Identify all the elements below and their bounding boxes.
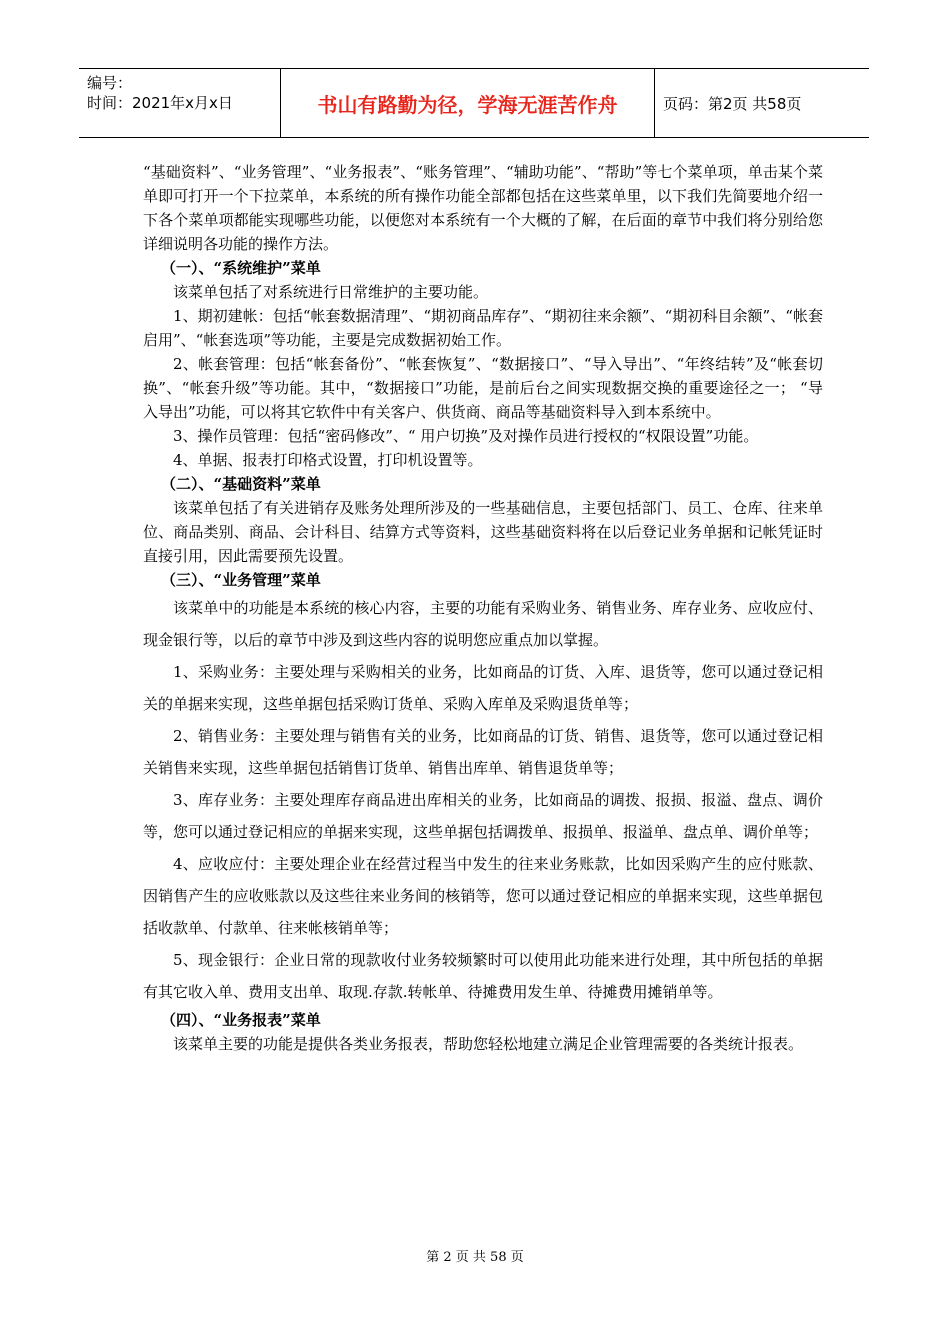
section-heading: （二）、“基础资料”菜单	[161, 475, 321, 493]
section-heading: （三）、“业务管理”菜单	[161, 571, 321, 589]
paragraph: 该菜单包括了有关进销存及账务处理所涉及的一些基础信息，主要包括部门、员工、仓库、往来单位、商品类别、商品、会计科目、结算方式等资料，这些基础资料将在以后登记业务单据和记帐凭证时直接引用，因此需要预先设置。	[143, 499, 823, 565]
document-date: 时间：2021年x月x日	[87, 94, 233, 112]
paragraph: 3、操作员管理：包括“密码修改”、“ 用户切换”及对操作员进行授权的“权限设置”功能。	[173, 427, 759, 445]
section-heading: （四）、“业务报表”菜单	[161, 1011, 321, 1029]
section-heading: （一）、“系统维护”菜单	[161, 259, 321, 277]
paragraph: 该菜单包括了对系统进行日常维护的主要功能。	[173, 283, 489, 301]
paragraph: 该菜单中的功能是本系统的核心内容，主要的功能有采购业务、销售业务、库存业务、应收应付、现金银行等，以后的章节中涉及到这些内容的说明您应重点加以掌握。	[143, 599, 823, 649]
paragraph: 2、帐套管理：包括“帐套备份”、“帐套恢复”、“数据接口”、“导入导出”、“年终结转”及“帐套切换”、“帐套升级”等功能。其中，“数据接口”功能，是前后台之间实现数据交换的重要途径之一； “导入导出”功能，可以将其它软件中有关客户、供货商、商品等基础资料导入到本系统中。	[143, 355, 823, 421]
document-body	[143, 160, 823, 1056]
paragraph: 3、库存业务：主要处理库存商品进出库相关的业务，比如商品的调拨、报损、报溢、盘点、调价等，您可以通过登记相应的单据来实现，这些单据包括调拨单、报损单、报溢单、盘点单、调价单等；	[143, 791, 823, 841]
paragraph: 1、期初建帐：包括“帐套数据清理”、“期初商品库存”、“期初往来余额”、“期初科目余额”、“帐套启用”、“帐套选项”等功能，主要是完成数据初始工作。	[143, 307, 823, 349]
page-header	[79, 68, 869, 138]
paragraph: 2、销售业务：主要处理与销售有关的业务，比如商品的订货、销售、退货等，您可以通过登记相关销售来实现，这些单据包括销售订货单、销售出库单、销售退货单等；	[143, 727, 823, 777]
paragraph: 1、采购业务：主要处理与采购相关的业务，比如商品的订货、入库、退货等，您可以通过登记相关的单据来实现，这些单据包括采购订货单、采购入库单及采购退货单等；	[143, 663, 823, 713]
document-number-label: 编号：	[87, 74, 133, 92]
header-page-info: 页码：第2页 共58页	[663, 94, 802, 113]
paragraph: 该菜单主要的功能是提供各类业务报表，帮助您轻松地建立满足企业管理需要的各类统计报表。	[173, 1035, 804, 1053]
header-slogan: 书山有路勤为径，学海无涯苦作舟	[281, 69, 655, 137]
paragraph: 4、单据、报表打印格式设置，打印机设置等。	[173, 451, 483, 469]
paragraph: 5、现金银行：企业日常的现款收付业务较频繁时可以使用此功能来进行处理，其中所包括的单据有其它收入单、费用支出单、取现.存款.转帐单、待摊费用发生单、待摊费用摊销单等。	[143, 951, 823, 1001]
header-meta	[79, 69, 281, 137]
paragraph: 4、应收应付：主要处理企业在经营过程当中发生的往来业务账款，比如因采购产生的应付账款、因销售产生的应收账款以及这些往来业务间的核销等，您可以通过登记相应的单据来实现，这些单据包括收款单、付款单、往来帐核销单等；	[143, 855, 823, 937]
paragraph: “基础资料”、“业务管理”、“业务报表”、“账务管理”、“辅助功能”、“帮助”等七个菜单项，单击某个菜单即可打开一个下拉菜单，本系统的所有操作功能全部都包括在这些菜单里，以下我们先简要地介绍一下各个菜单项都能实现哪些功能，以便您对本系统有一个大概的了解，在后面的章节中我们将分别给您详细说明各功能的操作方法。	[143, 163, 823, 253]
page-footer: 第 2 页 共 58 页	[426, 1250, 524, 1265]
